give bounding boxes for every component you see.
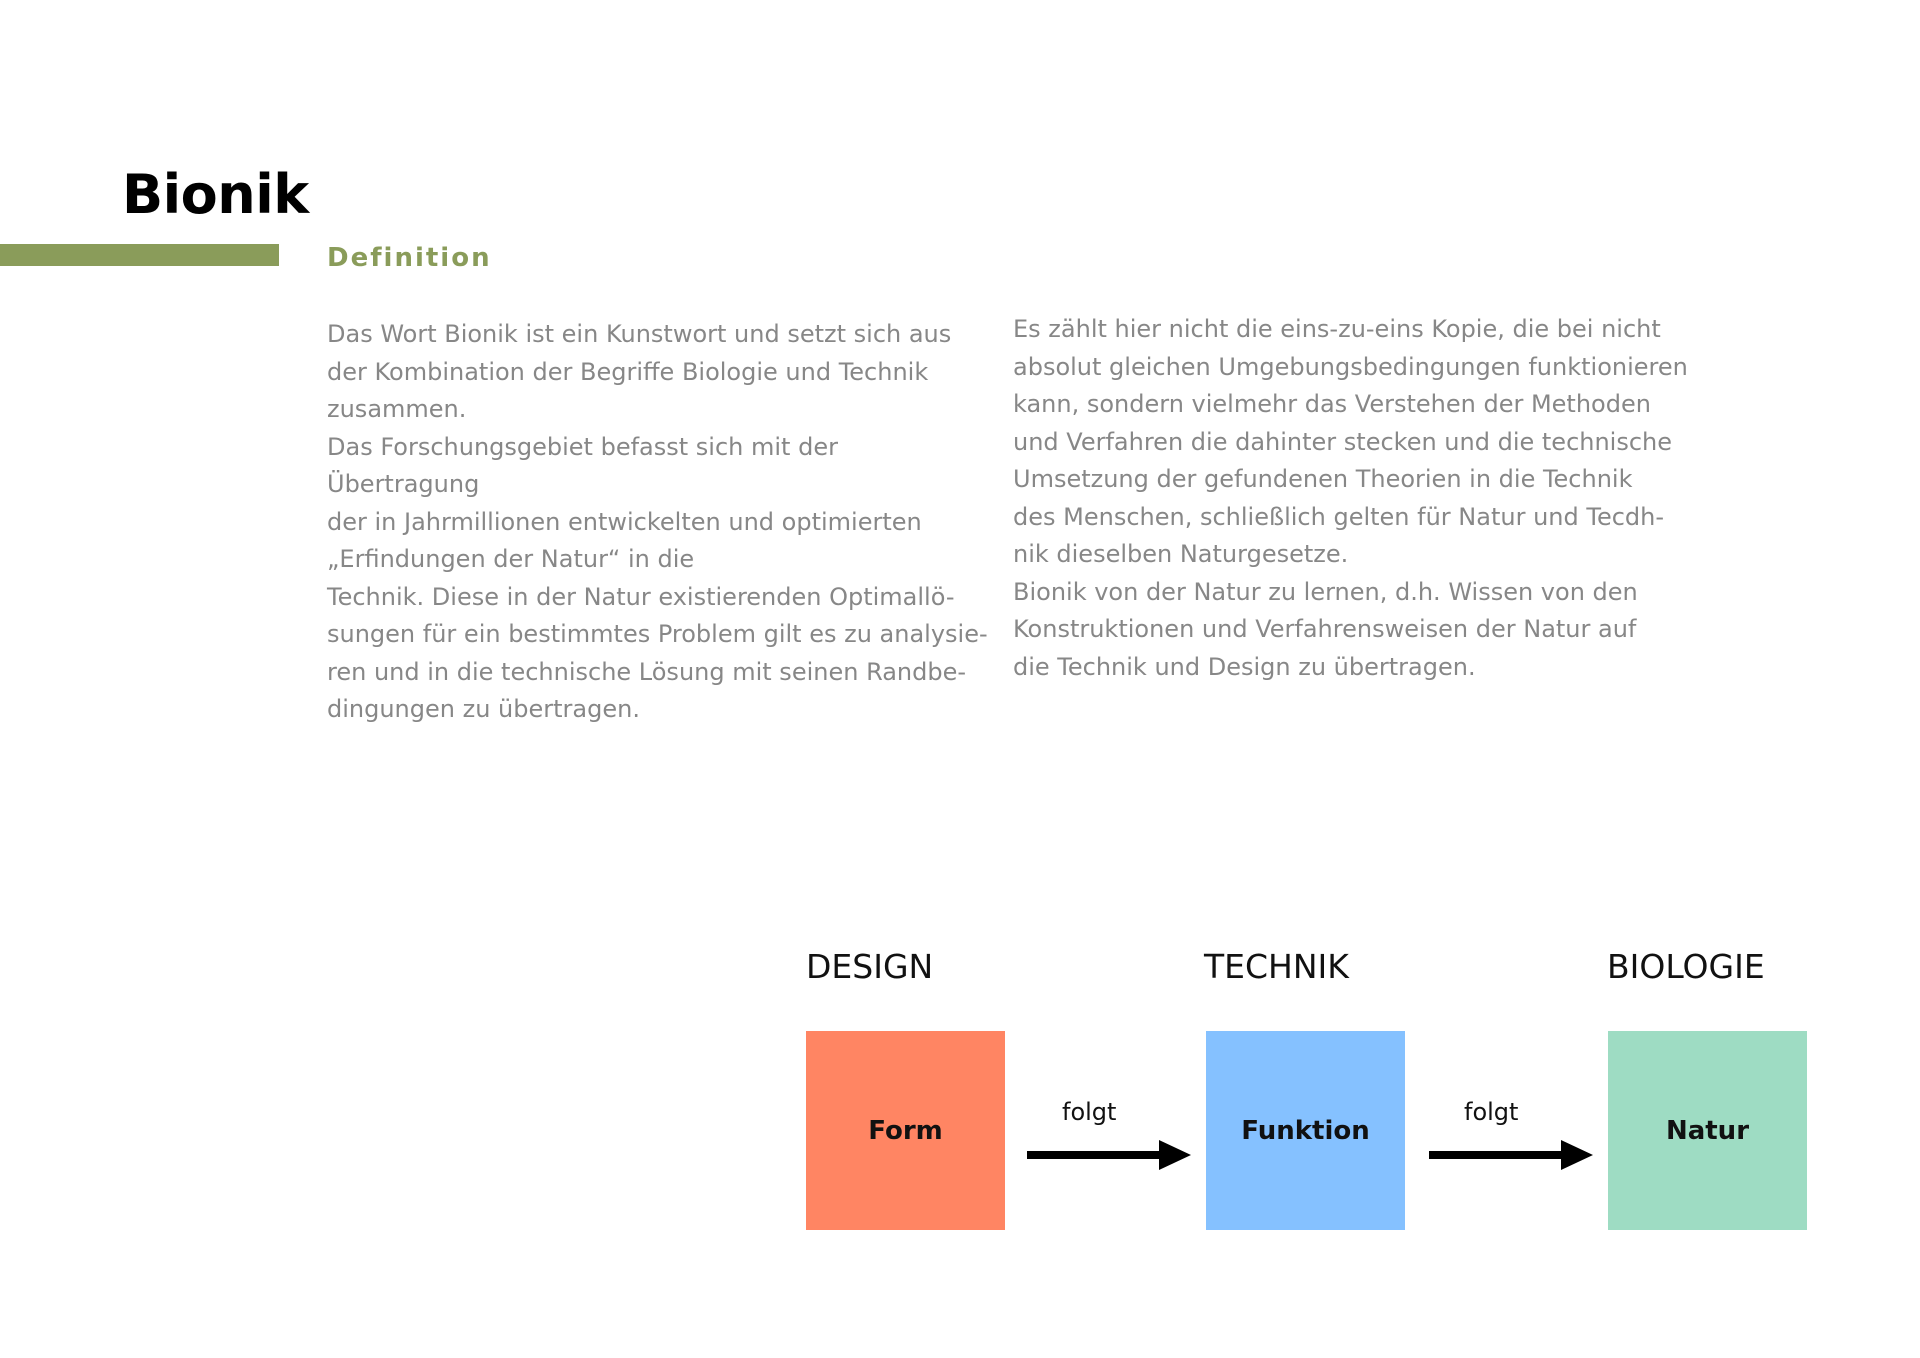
definition-line: Technik. Diese in der Natur existierenden Optimallö- [327,582,955,611]
technik-label: TECHNIK [1204,947,1349,986]
definition-line: Konstruktionen und Verfahrensweisen der Natur auf [1013,615,1637,643]
definition-line: sungen für ein bestimmtes Problem gilt es zu analysie- [327,620,988,648]
connector-label-2: folgt [1464,1098,1519,1126]
definition-line: dingungen zu übertragen. [327,695,640,723]
connector-label-1: folgt [1062,1098,1117,1126]
section-subtitle: Definition [327,243,492,273]
funktion-box [1206,1031,1405,1230]
definition-line: Umsetzung der gefundenen Theorien in die Technik [1013,465,1633,493]
definition-line: „Erfindungen der Natur“ in die [327,545,695,573]
title-accent-bar [0,244,279,266]
definition-line: absolut gleichen Umgebungsbedingungen funktionieren [1013,352,1688,381]
definition-line: der in Jahrmillionen entwickelten und optimierten [327,507,922,536]
form-box-label: Form [868,1115,943,1146]
design-label: DESIGN [806,947,934,986]
definition-line: Das Wort Bionik ist ein Kunstwort und setzt sich aus [327,320,952,348]
form-box [806,1031,1005,1230]
definition-line: die Technik und Design zu übertragen. [1013,652,1476,681]
definition-line: der Kombination der Begriffe Biologie und Technik [327,357,929,386]
funktion-box-label: Funktion [1241,1115,1370,1146]
definition-line: Bionik von der Natur zu lernen, d.h. Wissen von den [1013,577,1638,606]
definition-line: des Menschen, schließlich gelten für Natur und Tecdh- [1013,502,1665,531]
biologie-label: BIOLOGIE [1607,947,1765,986]
definition-left-column [327,316,997,729]
arrow-right-icon [1429,1140,1593,1170]
page-title: Bionik [122,163,309,226]
definition-line: zusammen. [327,395,467,423]
arrow-right-icon [1027,1140,1191,1170]
definition-line: ren und in die technische Lösung mit seinen Randbe- [327,657,967,686]
definition-line: Es zählt hier nicht die eins-zu-eins Kopie, die bei nicht [1013,315,1661,343]
natur-box [1608,1031,1807,1230]
natur-box-label: Natur [1665,1115,1750,1146]
definition-line: Das Forschungsgebiet befasst sich mit der Übertragung [327,432,838,498]
definition-right-column [1013,311,1693,686]
definition-line: und Verfahren die dahinter stecken und die technische [1013,427,1673,456]
definition-line: nik dieselben Naturgesetze. [1013,540,1349,568]
definition-line: kann, sondern vielmehr das Verstehen der Methoden [1013,390,1651,418]
